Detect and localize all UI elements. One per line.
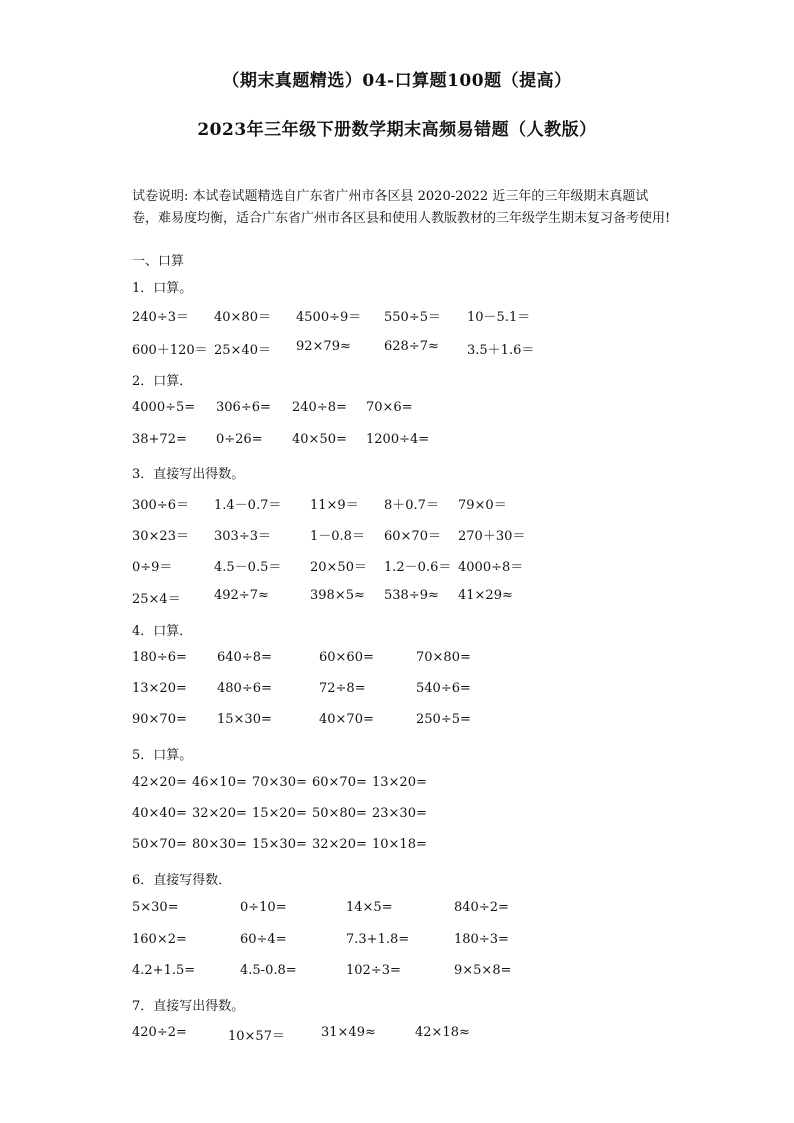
arithmetic-problem: 32×20= xyxy=(312,837,367,852)
arithmetic-problem: 3.5＋1.6＝ xyxy=(467,343,535,358)
arithmetic-problem: 23×30= xyxy=(372,806,427,821)
arithmetic-problem: 420÷2= xyxy=(132,1025,187,1040)
arithmetic-problem: 492÷7≈ xyxy=(214,588,269,603)
arithmetic-problem: 25×40＝ xyxy=(214,343,271,358)
arithmetic-problem: 398×5≈ xyxy=(310,588,365,603)
document-title: （期末真题精选）04-口算题100题（提高） xyxy=(222,71,572,91)
arithmetic-problem: 10×57＝ xyxy=(228,1029,285,1044)
arithmetic-problem: 32×20= xyxy=(192,806,247,821)
arithmetic-problem: 50×70= xyxy=(132,837,187,852)
arithmetic-problem: 25×4＝ xyxy=(132,592,181,607)
arithmetic-problem: 0÷26= xyxy=(216,432,263,447)
arithmetic-problem: 15×30= xyxy=(217,712,272,727)
arithmetic-problem: 180÷3= xyxy=(454,932,509,947)
arithmetic-problem: 306÷6= xyxy=(216,400,271,415)
arithmetic-problem: 92×79≈ xyxy=(296,339,351,354)
question-label: 1．口算。 xyxy=(132,281,193,296)
arithmetic-problem: 72÷8= xyxy=(319,681,366,696)
arithmetic-problem: 46×10= xyxy=(192,775,247,790)
arithmetic-problem: 80×30= xyxy=(192,837,247,852)
arithmetic-problem: 42×18≈ xyxy=(415,1025,470,1040)
arithmetic-problem: 540÷6= xyxy=(416,681,471,696)
arithmetic-problem: 5×30= xyxy=(132,900,179,915)
arithmetic-problem: 300÷6＝ xyxy=(132,498,189,513)
question-label: 3．直接写出得数。 xyxy=(132,467,245,482)
arithmetic-problem: 70×6= xyxy=(366,400,413,415)
arithmetic-problem: 250÷5= xyxy=(416,712,471,727)
arithmetic-problem: 4000÷8＝ xyxy=(458,560,524,575)
arithmetic-problem: 480÷6= xyxy=(217,681,272,696)
arithmetic-problem: 303÷3＝ xyxy=(214,529,271,544)
arithmetic-problem: 0÷9＝ xyxy=(132,560,173,575)
arithmetic-problem: 70×30= xyxy=(252,775,307,790)
arithmetic-problem: 40×50= xyxy=(292,432,347,447)
arithmetic-problem: 8＋0.7＝ xyxy=(384,498,439,513)
arithmetic-problem: 40×80＝ xyxy=(214,310,271,325)
arithmetic-problem: 270＋30＝ xyxy=(458,529,526,544)
arithmetic-problem: 102÷3= xyxy=(346,963,401,978)
exam-description: 试卷说明: 本试卷试题精选自广东省广州市各区县 2020-2022 近三年的三年级期末真题试卷，难易度均衡，适合广东省广州市各区县和使用人教版教材的三年级学生期末复习备考使用! xyxy=(132,189,671,226)
arithmetic-problem: 38+72= xyxy=(132,432,187,447)
arithmetic-problem: 60×60= xyxy=(319,650,374,665)
arithmetic-problem: 15×30= xyxy=(252,837,307,852)
arithmetic-problem: 600＋120＝ xyxy=(132,343,208,358)
arithmetic-problem: 30×23＝ xyxy=(132,529,189,544)
arithmetic-problem: 60×70= xyxy=(312,775,367,790)
arithmetic-problem: 50×80= xyxy=(312,806,367,821)
arithmetic-problem: 640÷8= xyxy=(217,650,272,665)
arithmetic-problem: 4.5－0.5＝ xyxy=(214,560,282,575)
arithmetic-problem: 10×18= xyxy=(372,837,427,852)
section-heading: 一、口算 xyxy=(132,254,185,269)
arithmetic-problem: 41×29≈ xyxy=(458,588,513,603)
question-label: 4．口算． xyxy=(132,624,193,639)
arithmetic-problem: 1200÷4= xyxy=(366,432,430,447)
arithmetic-problem: 4500÷9＝ xyxy=(296,310,362,325)
arithmetic-problem: 840÷2= xyxy=(454,900,509,915)
arithmetic-problem: 13×20= xyxy=(372,775,427,790)
question-label: 6．直接写得数． xyxy=(132,873,232,888)
arithmetic-problem: 70×80= xyxy=(416,650,471,665)
arithmetic-problem: 1.2－0.6＝ xyxy=(384,560,452,575)
arithmetic-problem: 4.2+1.5= xyxy=(132,963,196,978)
question-label: 5．口算。 xyxy=(132,748,193,763)
arithmetic-problem: 79×0＝ xyxy=(458,498,507,513)
arithmetic-problem: 240÷8= xyxy=(292,400,347,415)
arithmetic-problem: 180÷6= xyxy=(132,650,187,665)
arithmetic-problem: 0÷10= xyxy=(240,900,287,915)
arithmetic-problem: 1.4－0.7＝ xyxy=(214,498,282,513)
arithmetic-problem: 42×20= xyxy=(132,775,187,790)
arithmetic-problem: 14×5= xyxy=(346,900,393,915)
arithmetic-problem: 15×20= xyxy=(252,806,307,821)
arithmetic-problem: 40×70= xyxy=(319,712,374,727)
arithmetic-problem: 1－0.8＝ xyxy=(310,529,365,544)
arithmetic-problem: 160×2= xyxy=(132,932,187,947)
arithmetic-problem: 7.3+1.8= xyxy=(346,932,410,947)
arithmetic-problem: 4000÷5= xyxy=(132,400,196,415)
document-subtitle: 2023年三年级下册数学期末高频易错题（人教版） xyxy=(197,120,597,140)
arithmetic-problem: 240÷3＝ xyxy=(132,310,189,325)
arithmetic-problem: 60÷4= xyxy=(240,932,287,947)
arithmetic-problem: 40×40= xyxy=(132,806,187,821)
arithmetic-problem: 11×9＝ xyxy=(310,498,359,513)
arithmetic-problem: 20×50＝ xyxy=(310,560,367,575)
arithmetic-problem: 9×5×8= xyxy=(454,963,512,978)
arithmetic-problem: 4.5-0.8= xyxy=(240,963,297,978)
question-label: 7．直接写出得数。 xyxy=(132,999,245,1014)
arithmetic-problem: 628÷7≈ xyxy=(384,339,439,354)
arithmetic-problem: 550÷5＝ xyxy=(384,310,441,325)
arithmetic-problem: 31×49≈ xyxy=(321,1025,376,1040)
arithmetic-problem: 10－5.1＝ xyxy=(467,310,531,325)
arithmetic-problem: 13×20= xyxy=(132,681,187,696)
question-label: 2．口算． xyxy=(132,374,193,389)
arithmetic-problem: 60×70＝ xyxy=(384,529,441,544)
arithmetic-problem: 90×70= xyxy=(132,712,187,727)
arithmetic-problem: 538÷9≈ xyxy=(384,588,439,603)
